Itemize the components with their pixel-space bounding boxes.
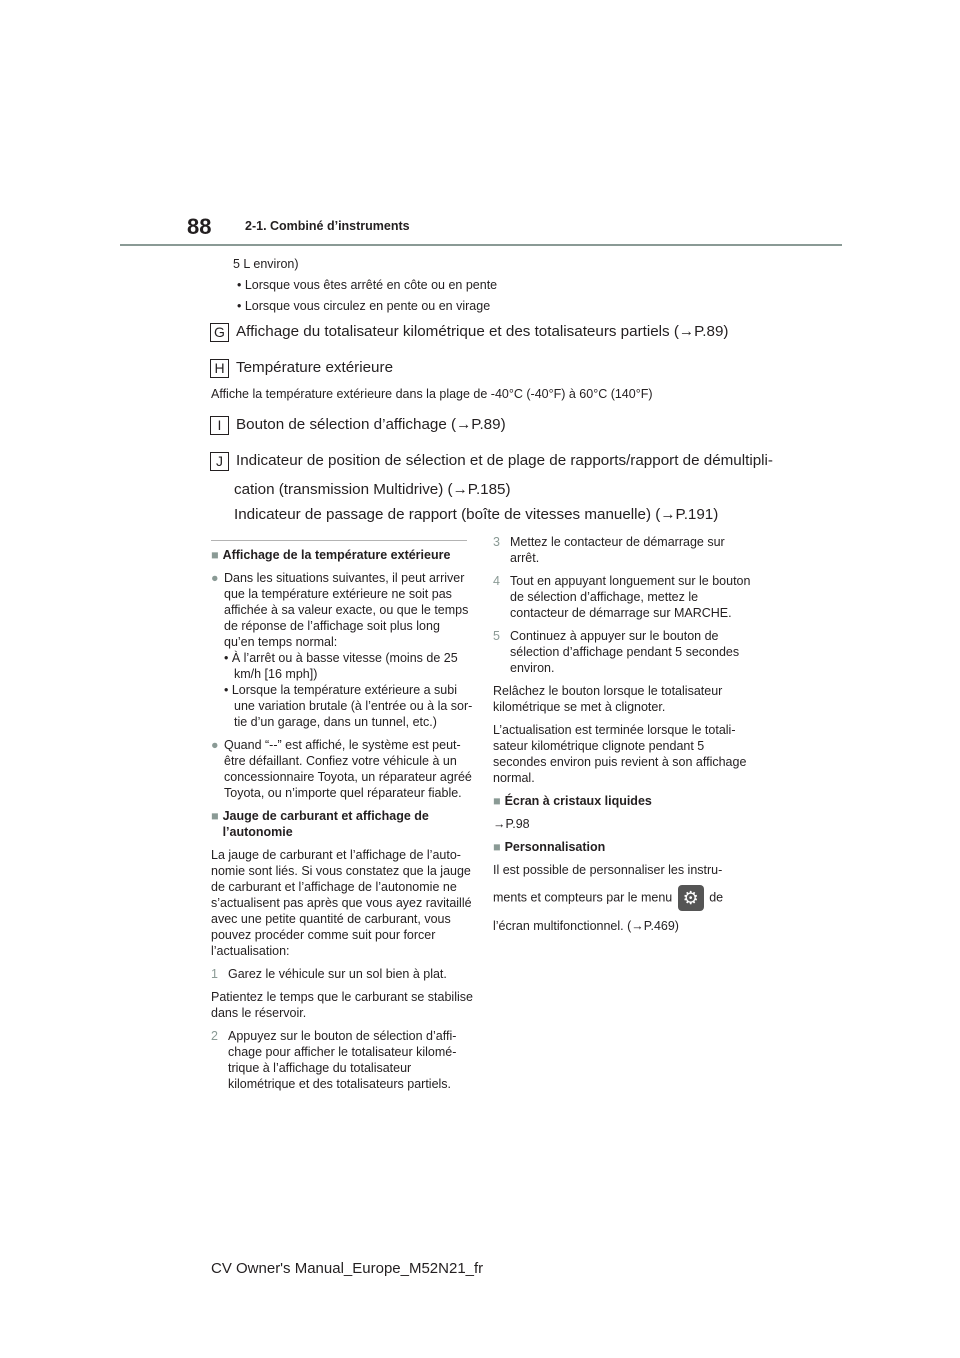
paragraph: La jauge de carburant et l’affichage de l’autonomie sont liés. Si vous constatez que la jauge de carburant et l’affichage de l’autonomie ne s’actualisent pas après que vous ayez ravitaillé avec une petite quantité de carburant, vous pouvez procéder comme suit pour forcer l’actualisation: xyxy=(211,848,472,958)
sub-bullet: • Lorsque la température extérieure a subi une variation brutale (à l’entrée ou à la sortie d’un garage, dans un tunnel, etc.) xyxy=(224,683,473,729)
top-bullet-1: • Lorsque vous êtes arrêté en côte ou en pente xyxy=(237,278,498,292)
paragraph-text: de xyxy=(709,890,724,905)
heading-text: Écran à cristaux liquides xyxy=(504,794,652,808)
step-number: 2 xyxy=(211,1029,218,1043)
paragraph-text: Quand “--” est affiché, le système est peut-être défaillant. Confiez votre véhicule à un concessionnaire Toyota, un réparateur agréé Toyota, ou n’importe quel réparateur fiable. xyxy=(224,738,472,800)
item-g xyxy=(210,322,728,342)
page-number: 88 xyxy=(187,214,212,239)
heading-text: Jauge de carburant et affichage de l’autonomie xyxy=(222,809,429,839)
paragraph: Il est possible de personnaliser les instru- xyxy=(493,863,723,877)
paragraph: Relâchez le bouton lorsque le totalisateur kilométrique se met à clignoter. xyxy=(493,684,723,714)
section-title: 2-1. Combiné d’instruments xyxy=(245,219,410,233)
right-column xyxy=(493,534,755,941)
item-h-description: Affiche la température extérieure dans la plage de -40°C (-40°F) à 60°C (140°F) xyxy=(211,387,653,401)
paragraph-with-icon xyxy=(493,885,755,911)
step-number: 3 xyxy=(493,535,500,549)
header-divider xyxy=(120,244,842,246)
sub-bullet: • À l’arrêt ou à basse vitesse (moins de 25 km/h [16 mph]) xyxy=(224,651,458,681)
paragraph-text: ments et compteurs par le menu xyxy=(493,890,673,905)
bullet-text: Lorsque vous êtes arrêté en côte ou en pente xyxy=(244,278,498,292)
square-bullet-icon: ■ xyxy=(211,809,219,823)
step-1 xyxy=(211,966,473,982)
top-line: 5 L environ) xyxy=(233,257,299,271)
step-text: Tout en appuyant longuement sur le bouton de sélection d’affichage, mettez le contacteur de démarrage sur MARCHE. xyxy=(510,574,751,620)
item-i xyxy=(210,415,506,435)
step-text: Garez le véhicule sur un sol bien à plat. xyxy=(228,967,447,981)
step-2 xyxy=(211,1028,473,1092)
item-j-continued: cation (transmission Multidrive) (→P.185) xyxy=(234,481,511,498)
paragraph-text: Dans les situations suivantes, il peut arriver que la température extérieure ne soit pas affichée à sa valeur exacte, ou que le temps de réponse de l’affichage soit plus long qu’en temps normal: xyxy=(224,571,469,649)
item-text: Bouton de sélection d’affichage (→P.89) xyxy=(236,416,506,433)
square-bullet-icon: ■ xyxy=(211,548,219,562)
step-text: Continuez à appuyer sur le bouton de sélection d’affichage pendant 5 secondes environ. xyxy=(510,629,740,675)
step-4 xyxy=(493,573,755,621)
item-j-second-line: Indicateur de passage de rapport (boîte de vitesses manuelle) (→P.191) xyxy=(234,506,719,523)
item-letter: J xyxy=(210,452,229,471)
step-number: 5 xyxy=(493,629,500,643)
square-bullet-icon: ■ xyxy=(493,794,501,808)
item-text: Affichage du totalisateur kilométrique et des totalisateurs partiels (→P.89) xyxy=(236,323,729,340)
heading-outside-temp xyxy=(211,547,473,563)
step-3 xyxy=(493,534,755,566)
item-h xyxy=(210,358,393,378)
item-letter: H xyxy=(210,359,229,378)
paragraph: l’écran multifonctionnel. (→P.469) xyxy=(493,919,679,933)
item-letter: I xyxy=(210,416,229,435)
step-5 xyxy=(493,628,755,676)
step-number: 1 xyxy=(211,967,218,981)
column-divider xyxy=(211,540,467,541)
heading-lcd xyxy=(493,793,755,809)
circle-bullet-icon: ● xyxy=(211,738,219,752)
heading-text: Affichage de la température extérieure xyxy=(222,548,451,562)
gear-icon: ⚙ xyxy=(678,885,704,911)
paragraph: Patientez le temps que le carburant se stabilise dans le réservoir. xyxy=(211,990,473,1020)
square-bullet-icon: ■ xyxy=(493,840,501,854)
item-text: Indicateur de position de sélection et de plage de rapports/rapport de démultipli- xyxy=(236,452,773,469)
heading-fuel-gauge xyxy=(211,808,473,840)
heading-customization xyxy=(493,839,755,855)
item-letter: G xyxy=(210,323,229,342)
page-reference: →P.98 xyxy=(493,817,530,831)
item-j xyxy=(210,451,773,471)
step-number: 4 xyxy=(493,574,500,588)
step-text: Appuyez sur le bouton de sélection d’affichage pour afficher le totalisateur kilométrique à l’affichage du totalisateur kilométrique et des totalisateurs partiels. xyxy=(228,1029,457,1091)
bullet-text: Lorsque vous circulez en pente ou en virage xyxy=(244,299,491,313)
top-bullet-2: • Lorsque vous circulez en pente ou en virage xyxy=(237,299,491,313)
paragraph xyxy=(211,570,473,730)
paragraph-body xyxy=(224,570,473,730)
paragraph: L’actualisation est terminée lorsque le totalisateur kilométrique clignote pendant 5 secondes environ puis revient à son affichage normal. xyxy=(493,723,747,785)
circle-bullet-icon: ● xyxy=(211,571,219,585)
heading-text: Personnalisation xyxy=(504,840,606,854)
footer-text: CV Owner's Manual_Europe_M52N21_fr xyxy=(211,1260,484,1277)
top-text xyxy=(233,256,753,314)
step-text: Mettez le contacteur de démarrage sur arrêt. xyxy=(510,535,725,565)
paragraph xyxy=(211,737,473,801)
left-column xyxy=(211,547,473,1099)
item-text: Température extérieure xyxy=(236,359,394,376)
